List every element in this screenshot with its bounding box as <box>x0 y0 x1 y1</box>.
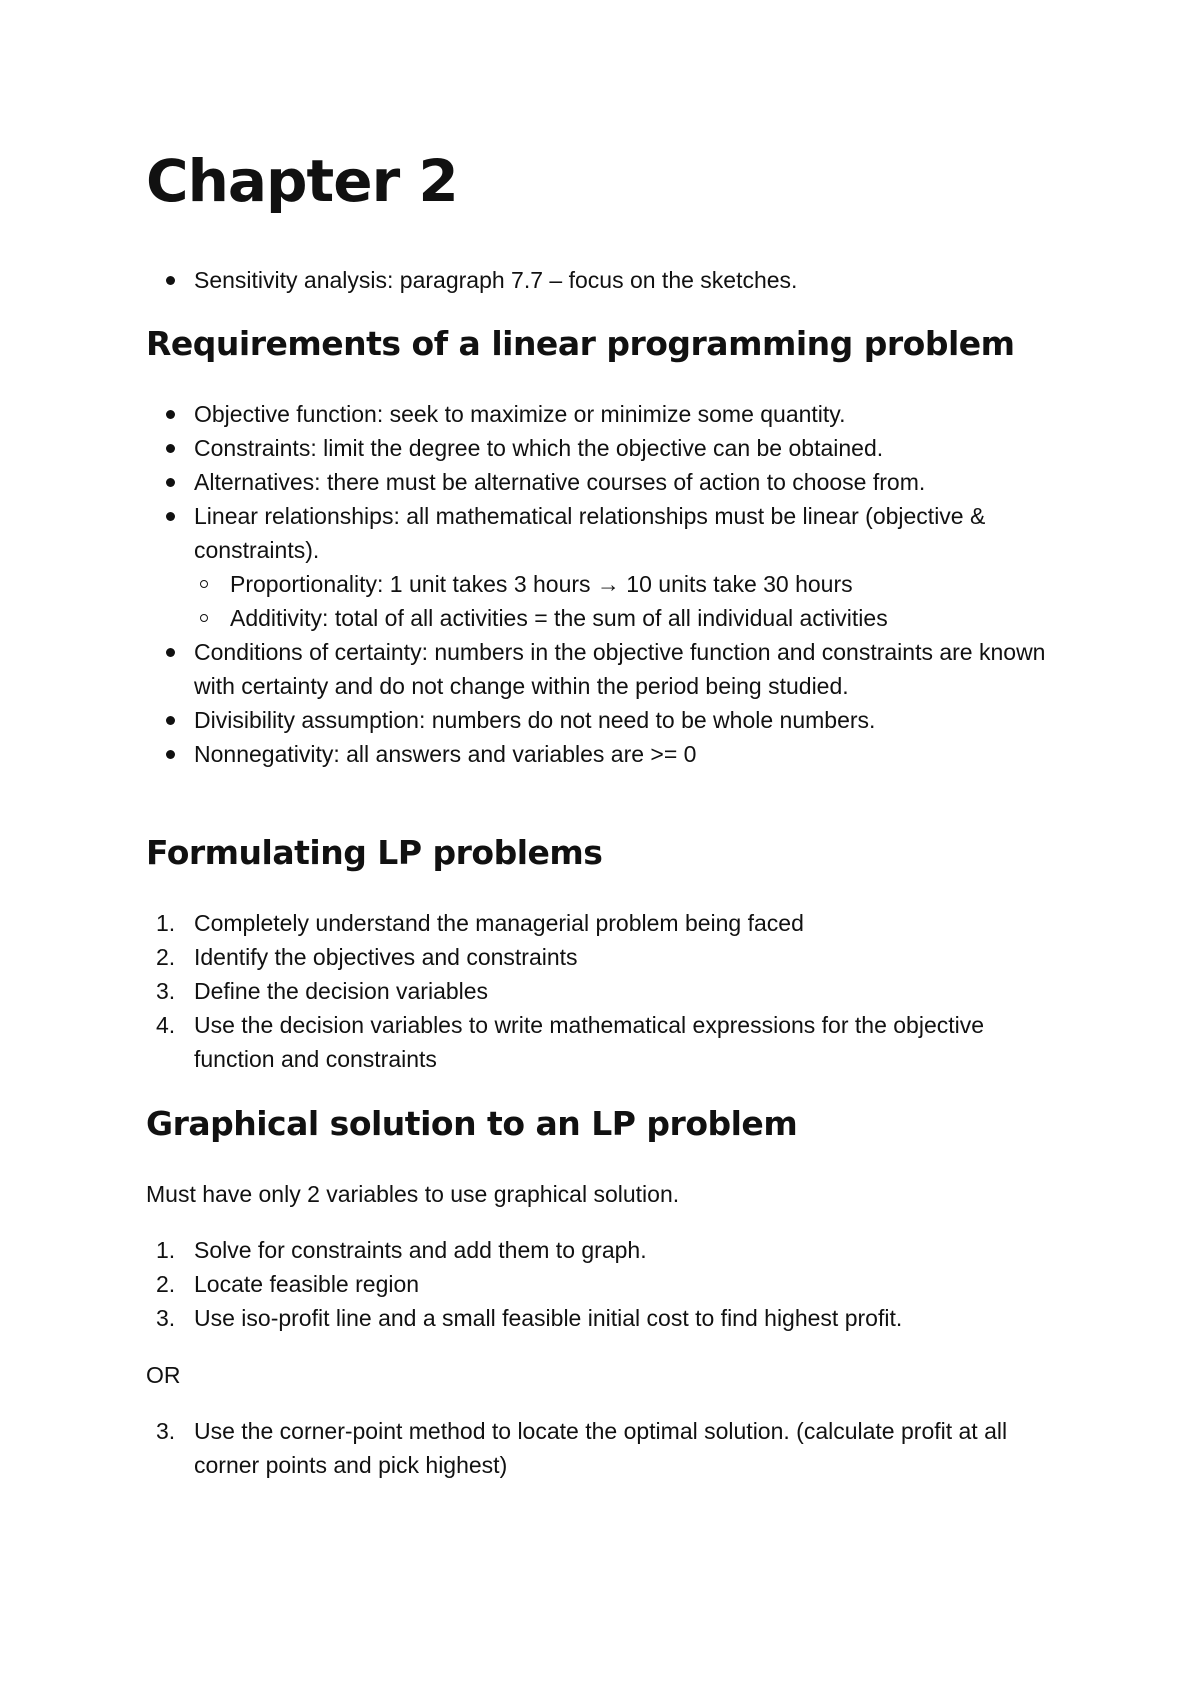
list-item-text: Sensitivity analysis: paragraph 7.7 – focus on the sketches. <box>194 267 798 293</box>
list-item-text: Solve for constraints and add them to graph. <box>194 1237 647 1263</box>
list-item-text: Conditions of certainty: numbers in the objective function and constraints are known with certainty and do not change within the period being studied. <box>194 639 1046 699</box>
list-item-text: Constraints: limit the degree to which the objective can be obtained. <box>194 435 884 461</box>
list-item-text: Define the decision variables <box>194 978 489 1004</box>
list-item-text: Linear relationships: all mathematical relationships must be linear (objective & constraints). <box>194 503 986 563</box>
bullet-icon <box>166 716 175 725</box>
sub-list-item-text: Additivity: total of all activities = the sum of all individual activities <box>230 605 888 631</box>
list-number: 1. <box>156 910 176 936</box>
intro-bullet-list <box>146 263 1066 297</box>
graphical-intro-paragraph: Must have only 2 variables to use graphical solution. <box>146 1181 680 1207</box>
bullet-icon <box>166 750 175 759</box>
list-item <box>146 906 1066 940</box>
list-item-text: Divisibility assumption: numbers do not need to be whole numbers. <box>194 707 876 733</box>
bullet-icon <box>166 478 175 487</box>
hollow-bullet-icon <box>200 580 208 588</box>
list-item <box>146 1414 1066 1482</box>
list-item-text: Locate feasible region <box>194 1271 420 1297</box>
list-item <box>146 635 1066 703</box>
section-heading-graphical: Graphical solution to an LP problem <box>146 1104 798 1143</box>
sub-list-item <box>146 567 1066 601</box>
list-number: 3. <box>156 1305 176 1331</box>
list-item <box>146 1301 1066 1335</box>
list-item-text: Use the decision variables to write mathematical expressions for the objective function and constraints <box>194 1012 985 1072</box>
list-number: 2. <box>156 944 176 970</box>
list-number: 3. <box>156 1418 176 1444</box>
list-item <box>146 499 1066 567</box>
list-item <box>146 431 1066 465</box>
bullet-icon <box>166 410 175 419</box>
bullet-icon <box>166 648 175 657</box>
list-item <box>146 703 1066 737</box>
list-item <box>146 737 1066 771</box>
list-item-text: Use the corner-point method to locate the optimal solution. (calculate profit at all corner points and pick highest) <box>194 1418 1008 1478</box>
list-number: 4. <box>156 1012 176 1038</box>
list-item-text: Completely understand the managerial problem being faced <box>194 910 804 936</box>
list-item-text: Alternatives: there must be alternative courses of action to choose from. <box>194 469 926 495</box>
page-title: Chapter 2 <box>146 147 458 215</box>
graphical-steps-list <box>146 1233 1066 1335</box>
list-number: 2. <box>156 1271 176 1297</box>
section-heading-requirements: Requirements of a linear programming problem <box>146 324 1015 363</box>
formulating-steps-list <box>146 906 1066 1076</box>
or-separator: OR <box>146 1362 181 1388</box>
list-item <box>146 1267 1066 1301</box>
bullet-icon <box>166 276 175 285</box>
list-number: 1. <box>156 1237 176 1263</box>
sub-list-item <box>146 601 1066 635</box>
list-item-text: Objective function: seek to maximize or minimize some quantity. <box>194 401 846 427</box>
list-item <box>146 974 1066 1008</box>
list-item <box>146 397 1066 431</box>
hollow-bullet-icon <box>200 614 208 622</box>
list-item-text: Nonnegativity: all answers and variables are >= 0 <box>194 741 697 767</box>
list-number: 3. <box>156 978 176 1004</box>
section-heading-formulating: Formulating LP problems <box>146 833 603 872</box>
list-item <box>146 940 1066 974</box>
bullet-icon <box>166 444 175 453</box>
list-item <box>146 263 1066 297</box>
graphical-alt-step-list <box>146 1414 1066 1482</box>
requirements-list <box>146 397 1066 771</box>
list-item-text: Identify the objectives and constraints <box>194 944 578 970</box>
list-item <box>146 465 1066 499</box>
list-item <box>146 1233 1066 1267</box>
list-item-text: Use iso-profit line and a small feasible initial cost to find highest profit. <box>194 1305 903 1331</box>
bullet-icon <box>166 512 175 521</box>
sub-list-item-text: Proportionality: 1 unit takes 3 hours → 10 units take 30 hours <box>230 571 853 597</box>
list-item <box>146 1008 1066 1076</box>
